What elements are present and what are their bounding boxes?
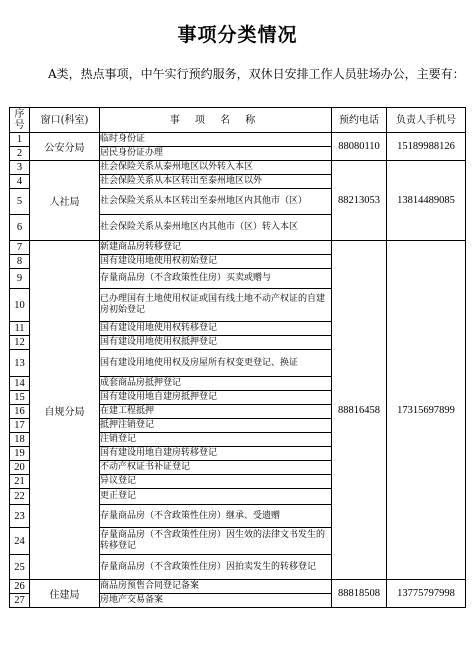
row-number: 16 — [10, 405, 30, 419]
contact-mobile: 17315697899 — [387, 241, 466, 580]
row-number: 25 — [10, 555, 30, 580]
item-name: 国有建设用地自建房转移登记 — [100, 447, 332, 461]
table-row — [10, 133, 466, 147]
table-row — [10, 580, 466, 594]
contact-mobile: 15189988126 — [387, 133, 466, 161]
contact-mobile: 13775797998 — [387, 580, 466, 608]
item-name: 存量商品房（不含政策性住房）买卖或赠与 — [100, 269, 332, 289]
item-name: 抵押注销登记 — [100, 419, 332, 433]
dept-cell: 住建局 — [30, 580, 100, 608]
row-number: 7 — [10, 241, 30, 255]
row-number: 11 — [10, 322, 30, 336]
item-name: 国有建设用地使用权抵押登记 — [100, 336, 332, 350]
row-number: 13 — [10, 350, 30, 377]
row-number: 26 — [10, 580, 30, 594]
row-number: 21 — [10, 475, 30, 489]
row-number: 10 — [10, 289, 30, 322]
table-row — [10, 161, 466, 175]
classification-table — [9, 107, 466, 608]
item-name: 商品房预售合同登记备案 — [100, 580, 332, 594]
table-header-row — [10, 108, 466, 133]
row-number: 27 — [10, 594, 30, 608]
item-name: 居民身份证办理 — [100, 147, 332, 161]
row-number: 3 — [10, 161, 30, 175]
item-name: 存量商品房（不含政策性住房）因生效的法律文书发生的转移登记 — [100, 528, 332, 555]
item-name: 临时身份证 — [100, 133, 332, 147]
booking-phone: 88080110 — [332, 133, 387, 161]
contact-mobile: 13814489085 — [387, 161, 466, 241]
intro-paragraph: A类，热点事项，中午实行预约服务，双休日安排工作人员驻场办公，主要有： — [48, 67, 465, 81]
row-number: 12 — [10, 336, 30, 350]
row-number: 8 — [10, 255, 30, 269]
table-row — [10, 241, 466, 255]
dept-cell: 人社局 — [30, 161, 100, 241]
dept-cell: 公安分局 — [30, 133, 100, 161]
item-name: 异议登记 — [100, 475, 332, 489]
item-name: 社会保险关系从泰州地区内其他市（区）转入本区 — [100, 215, 332, 241]
item-name: 注销登记 — [100, 433, 332, 447]
item-name: 国有建设用地使用权初始登记 — [100, 255, 332, 269]
row-number: 4 — [10, 175, 30, 189]
header-contact: 负责人手机号 — [387, 108, 466, 133]
item-name: 成套商品房抵押登记 — [100, 377, 332, 391]
item-name: 存量商品房（不含政策性住房）继承、受遗赠 — [100, 505, 332, 528]
row-number: 14 — [10, 377, 30, 391]
item-name: 社会保险关系从本区转出至泰州地区以外 — [100, 175, 332, 189]
header-phone: 预约电话 — [332, 108, 387, 133]
row-number: 19 — [10, 447, 30, 461]
item-name: 新建商品房转移登记 — [100, 241, 332, 255]
item-name: 社会保险关系从泰州地区以外转入本区 — [100, 161, 332, 175]
row-number: 23 — [10, 505, 30, 528]
item-name: 在建工程抵押 — [100, 405, 332, 419]
row-number: 1 — [10, 133, 30, 147]
row-number: 5 — [10, 189, 30, 215]
row-number: 18 — [10, 433, 30, 447]
item-name: 存量商品房（不含政策性住房）因拍卖发生的转移登记 — [100, 555, 332, 580]
item-name: 国有建设用地自建房抵押登记 — [100, 391, 332, 405]
booking-phone: 88213053 — [332, 161, 387, 241]
item-name: 房地产交易备案 — [100, 594, 332, 608]
item-name: 更正登记 — [100, 489, 332, 505]
item-name: 国有建设用地使用权转移登记 — [100, 322, 332, 336]
header-seq: 序号 — [10, 108, 30, 133]
row-number: 9 — [10, 269, 30, 289]
row-number: 22 — [10, 489, 30, 505]
item-name: 不动产权证书补证登记 — [100, 461, 332, 475]
header-dept: 窗口(科室) — [30, 108, 100, 133]
header-item: 事 项 名 称 — [100, 108, 332, 133]
booking-phone: 88816458 — [332, 241, 387, 580]
item-name: 社会保险关系从本区转出至泰州地区内其他市（区） — [100, 189, 332, 215]
booking-phone: 88818508 — [332, 580, 387, 608]
item-name: 已办理国有土地使用权证或国有线土地不动产权证的自建房初始登记 — [100, 289, 332, 322]
row-number: 15 — [10, 391, 30, 405]
row-number: 17 — [10, 419, 30, 433]
dept-cell: 自规分局 — [30, 241, 100, 580]
row-number: 24 — [10, 528, 30, 555]
row-number: 20 — [10, 461, 30, 475]
item-name: 国有建设用地使用权及房屋所有权变更登记、换证 — [100, 350, 332, 377]
page-title: 事项分类情况 — [177, 24, 298, 46]
row-number: 6 — [10, 215, 30, 241]
row-number: 2 — [10, 147, 30, 161]
